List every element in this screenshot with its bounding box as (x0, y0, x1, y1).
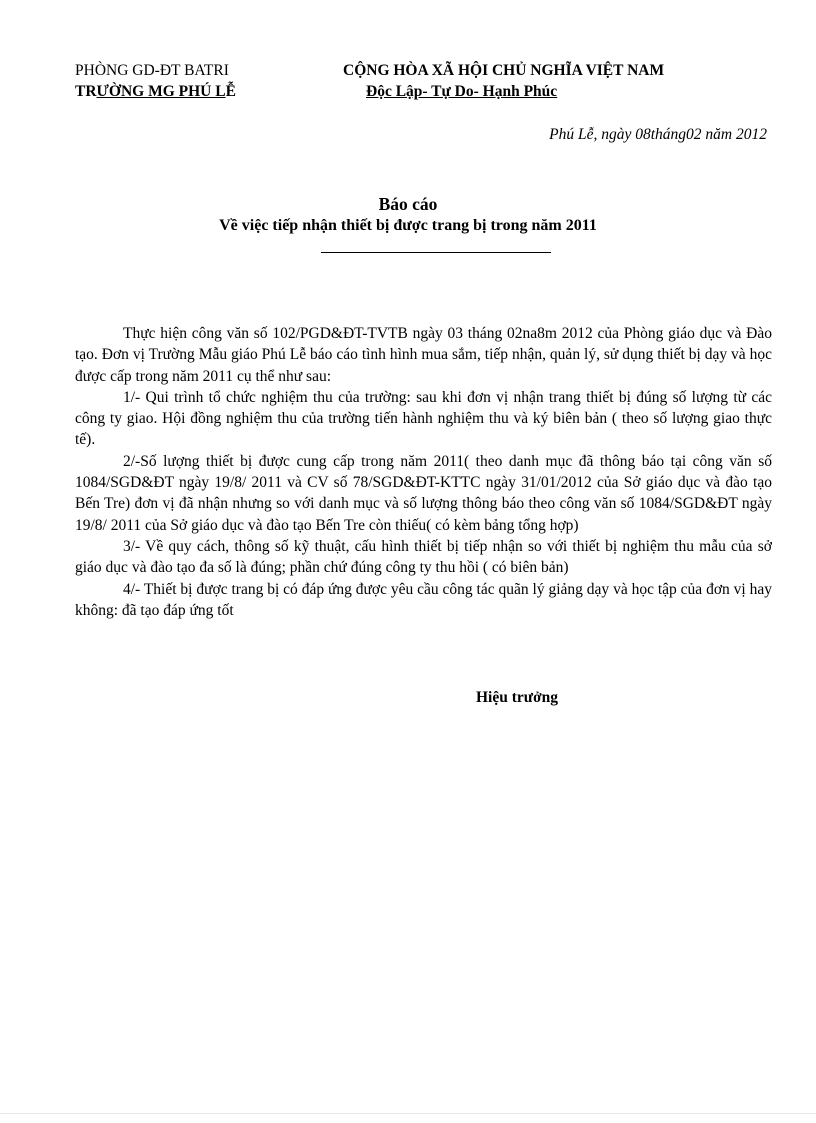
school-name-underlined: ƯỜNG MG PHÚ L (96, 83, 226, 100)
school-name-prefix: TR (75, 83, 97, 100)
national-title: CỘNG HÒA XÃ HỘI CHỦ NGHĨA VIỆT NAM (343, 62, 665, 79)
department-name: PHÒNG GD-ĐT BATRI (75, 62, 229, 79)
school-name-suffix: Ễ (225, 83, 236, 100)
signature-title: Hiệu trưởng (476, 689, 559, 706)
date-line: Phú Lễ, ngày 08tháng02 năm 2012 (549, 126, 767, 143)
paragraph-item-4: 4/- Thiết bị được trang bị có đáp ứng được yêu cầu công tác quãn lý giảng dạy và học tập của đơn vị hay không: đã tạo đáp ứng tốt (75, 580, 772, 619)
paragraph-item-2: 2/-Số lượng thiết bị được cung cấp trong năm 2011( theo danh mục đã thông báo tại công văn số 1084/SGD&ĐT ngày 19/8/ 2011 và CV số 78/SGD&ĐT-KTTC ngày 31/01/2012 của Sở giáo dục và đào tạo Bến Tre) đơn vị đã nhận nhưng so với danh mục và số lượng thông báo theo công văn số 1084/SGD&ĐT ngày 19/8/ 2011 của Sở giáo dục và đào tạo Bến Tre còn thiếu( có kèm bảng tổng hợp) (75, 452, 772, 534)
paragraph-item-3: 3/- Về quy cách, thông số kỹ thuật, cấu hình thiết bị tiếp nhận so với thiết bị nghiệm thu mẫu của sở giáo dục và đào tạo đa số là đúng; phần chứ đúng công ty thu hồi ( có biên bản) (75, 537, 772, 577)
report-subtitle: Về việc tiếp nhận thiết bị được trang bị trong năm 2011 (219, 217, 597, 234)
paragraph-item-1: 1/- Qui trình tổ chức nghiệm thu của trường: sau khi đơn vị nhận trang thiết bị đúng số lượng từ các công ty giao. Hội đồng nghiệm thu của trường tiến hành nghiệm thu và ký biên bản ( theo số lượng giao thực tế). (75, 388, 772, 449)
page-bottom-divider (0, 1113, 816, 1114)
report-title: Báo cáo (378, 194, 438, 214)
title-divider (321, 252, 551, 253)
paragraph-intro: Thực hiện công văn số 102/PGD&ĐT-TVTB ngày 03 tháng 02na8m 2012 của Phòng giáo dục và Đào tạo. Đơn vị Trường Mẫu giáo Phú Lễ báo cáo tình hình mua sắm, tiếp nhận, quản lý, sử dụng thiết bị dạy và học được cấp trong năm 2011 cụ thể như sau: (75, 325, 772, 385)
school-name (75, 82, 236, 102)
national-motto: Độc Lập- Tự Do- Hạnh Phúc (366, 83, 558, 100)
report-body (75, 323, 772, 621)
